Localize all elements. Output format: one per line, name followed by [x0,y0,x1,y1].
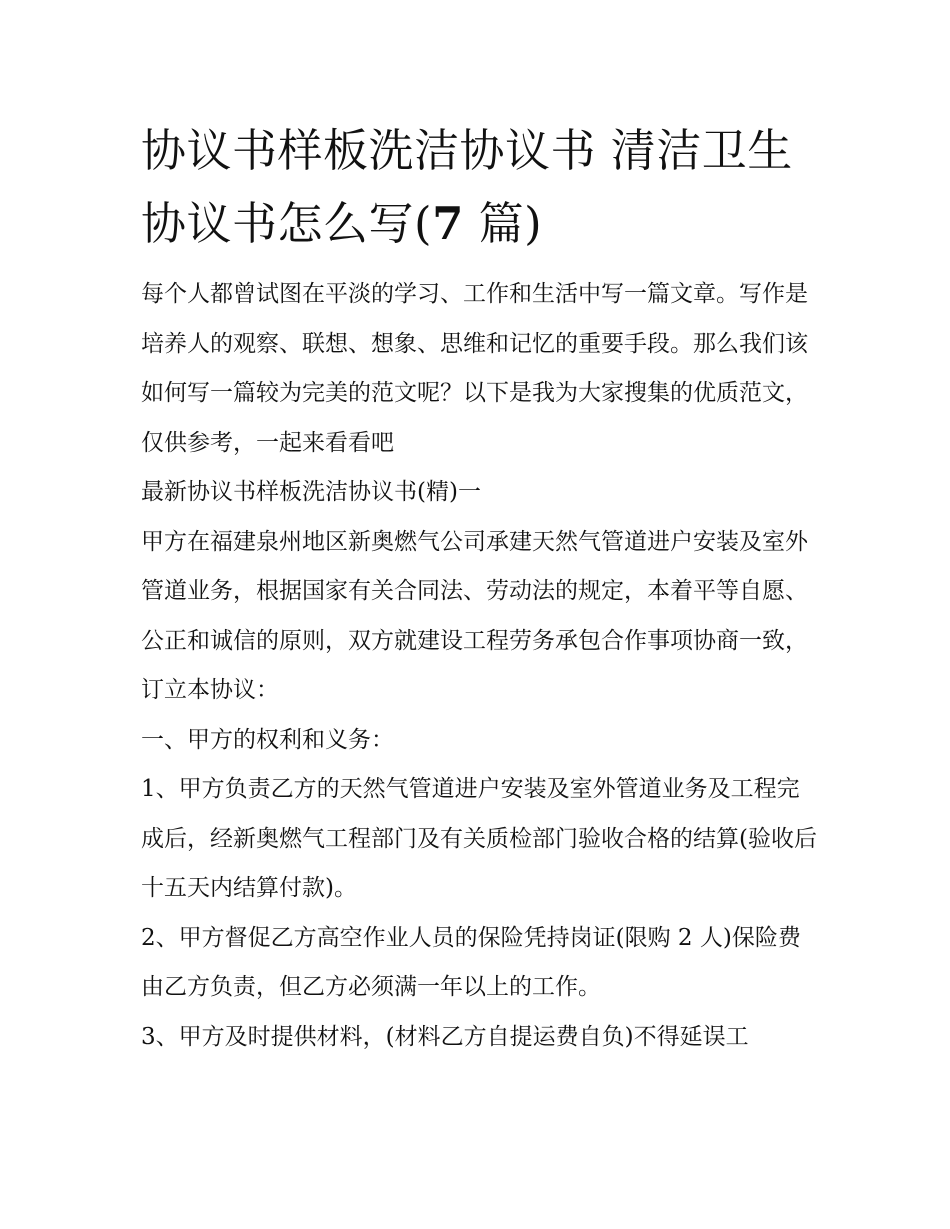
document-content [141,114,821,1062]
intro-paragraph: 每个人都曾试图在平淡的学习、工作和生活中写一篇文章。写作是培养人的观察、联想、想象、思维和记忆的重要手段。那么我们该如何写一篇较为完美的范文呢？以下是我为大家搜集的优质范文，仅供参考，一起来看看吧 [141,281,808,456]
document-title [141,114,821,260]
clause-heading-party-a: 一、甲方的权利和义务： [141,726,394,753]
title-count-number: 7 [432,197,464,250]
title-text-part2: 篇) [463,197,543,250]
clause-item-3: 3、甲方及时提供材料，(材料乙方自提运费自负)不得延误工 [141,1023,749,1050]
clause-item-1: 1、甲方负责乙方的天然气管道进户安装及室外管道业务及工程完成后，经新奥燃气工程部门及有关质检部门验收合格的结算(验收后十五天内结算付款)。 [141,776,817,901]
document-body [141,270,821,1062]
title-text-part1: 协议书样板洗洁协议书 清洁卫生协议书怎么写( [141,124,793,250]
section-heading: 最新协议书样板洗洁协议书(精)一 [141,479,481,505]
clause-item-2: 2、甲方督促乙方高空作业人员的保险凭持岗证(限购 2 人)保险费由乙方负责，但乙方必须满一年以上的工作。 [141,924,801,1000]
agreement-preamble: 甲方在福建泉州地区新奥燃气公司承建天然气管道进户安装及室外管道业务，根据国家有关合同法、劳动法的规定，本着平等自愿、公正和诚信的原则，双方就建设工程劳务承包合作事项协商一致，订立本协议： [141,528,808,703]
